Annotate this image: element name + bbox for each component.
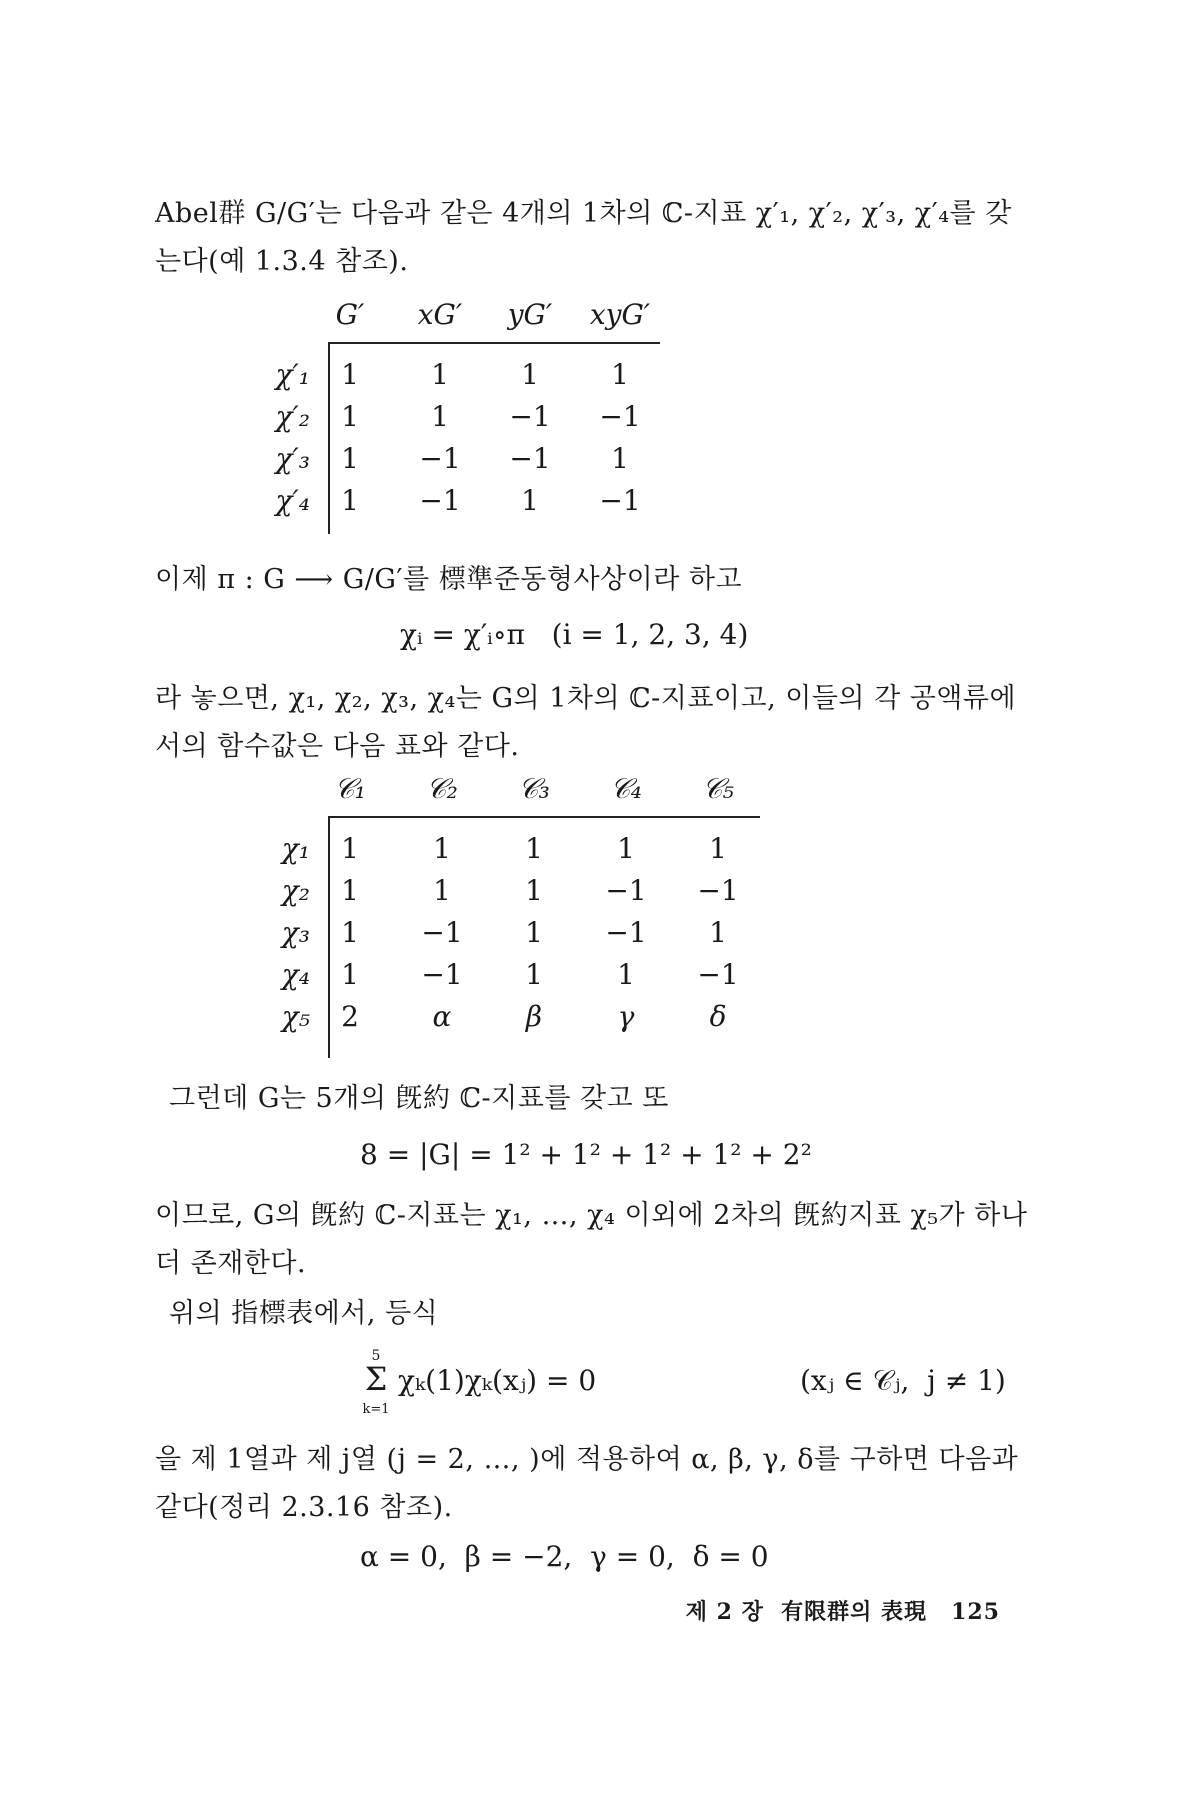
sum-sign: Σ [364,1360,388,1398]
table2-cell: −1 [605,916,647,949]
table1-header-rule [328,342,660,344]
table2-cell: 1 [709,916,727,949]
table1-cell: 1 [521,358,539,391]
table2-cell: 1 [709,832,727,865]
table2-header: 𝒞₁ [334,772,366,805]
table2-header: 𝒞₄ [610,772,642,805]
table1-cell: 1 [341,400,359,433]
paragraph-projection: 이제 π : G ⟶ G/G′를 標準준동형사상이라 하고 [155,564,743,595]
table2-header: 𝒞₅ [702,772,734,805]
equation-values: α = 0, β = −2, γ = 0, δ = 0 [360,1540,769,1573]
table2-cell: 1 [433,832,451,865]
table1-cell: −1 [599,400,641,433]
table2-row-label: χ₄ [281,958,310,991]
table1-cell: 1 [341,358,359,391]
paragraph-intro: Abel群 G/G′는 다음과 같은 4개의 1차의 ℂ-지표 χ′₁, χ′₂, χ′₃, χ′₄를 갖는다(예 1.3.4 참조). [155,198,1012,277]
table2-cell: 1 [525,874,543,907]
table1-header: yG′ [507,298,553,331]
table2-cell: δ [709,1000,727,1033]
table2-cell: 1 [525,958,543,991]
paragraph-orthogonality: 위의 指標表에서, 등식 [169,1298,439,1329]
table1-cell: −1 [509,400,551,433]
table2-row-label: χ₁ [281,832,310,865]
sum-body: χₖ(1)χₖ(xⱼ) = 0 [398,1364,597,1397]
table1-cell: −1 [419,484,461,517]
table2-row-label: χ₅ [281,1000,310,1033]
table2-cell: 1 [341,874,359,907]
table2-cell: −1 [697,874,739,907]
table2-row-label: χ₃ [281,916,310,949]
equation-composition: χᵢ = χ′ᵢ∘π (i = 1, 2, 3, 4) [400,618,749,651]
sum-condition: (xⱼ ∈ 𝒞ⱼ, j ≠ 1) [800,1364,1006,1397]
table2-header: 𝒞₃ [518,772,550,805]
table1-cell: 1 [431,358,449,391]
equation-order: 8 = |G| = 1² + 1² + 1² + 1² + 2² [360,1138,812,1171]
character-table-group [240,772,760,1062]
paragraph-irreducible: 그런데 G는 5개의 旣約 ℂ-지표를 갖고 또 [169,1083,669,1114]
table1-header: G′ [335,298,365,331]
table2-header: 𝒞₂ [426,772,458,805]
table1-cell: 1 [341,442,359,475]
page-number: 125 [951,1599,1000,1625]
table2-cell: −1 [697,958,739,991]
table2-cell: γ [617,1000,635,1033]
table2-cell: −1 [421,916,463,949]
running-footer [686,1595,1000,1626]
table2-cell: 1 [341,832,359,865]
table1-cell: 1 [611,358,629,391]
table1-row-label: χ′₃ [275,442,310,475]
table2-cell: α [432,1000,452,1033]
table1-row-label: χ′₄ [275,484,310,517]
paragraph-characters: 라 놓으면, χ₁, χ₂, χ₃, χ₄는 G의 1차의 ℂ-지표이고, 이들의 각 공액류에서의 함수값은 다음 표와 같다. [155,683,1017,762]
table2-row-label: χ₂ [281,874,310,907]
paragraph-apply: 을 제 1열과 제 j열 (j = 2, …, )에 적용하여 α, β, γ, δ를 구하면 다음과 같다(정리 2.3.16 참조). [155,1444,1019,1523]
table1-cell: −1 [419,442,461,475]
table1-header: xG′ [417,298,463,331]
table2-cell: −1 [421,958,463,991]
table1-cell: 1 [431,400,449,433]
equation-orthogonality [360,1348,1040,1428]
table2-cell: 1 [617,832,635,865]
table1-row-label: χ′₂ [275,400,310,433]
table2-cell: 1 [341,958,359,991]
table1-header: xyG′ [589,298,651,331]
table1-cell: 1 [341,484,359,517]
table1-cell: 1 [521,484,539,517]
table2-cell: 2 [341,1000,359,1033]
table2-cell: β [525,1000,543,1033]
table2-cell: −1 [605,874,647,907]
chapter-title: 제 2 장 有限群의 表現 [685,1599,928,1625]
character-table-quotient [240,298,660,538]
sum-upper-limit: 5 [371,1348,381,1364]
table2-cell: 1 [617,958,635,991]
paragraph-degree-two: 이므로, G의 旣約 ℂ-지표는 χ₁, …, χ₄ 이외에 2차의 旣約지표 χ₅가 하나 더 존재한다. [155,1200,1028,1279]
table2-cell: 1 [341,916,359,949]
table2-cell: 1 [525,916,543,949]
table1-cell: −1 [599,484,641,517]
table2-cell: 1 [433,874,451,907]
table1-cell: −1 [509,442,551,475]
table1-cell: 1 [611,442,629,475]
table2-cell: 1 [525,832,543,865]
table2-header-rule [328,816,760,818]
table1-row-label: χ′₁ [275,358,310,391]
sum-lower-limit: k=1 [362,1402,390,1417]
